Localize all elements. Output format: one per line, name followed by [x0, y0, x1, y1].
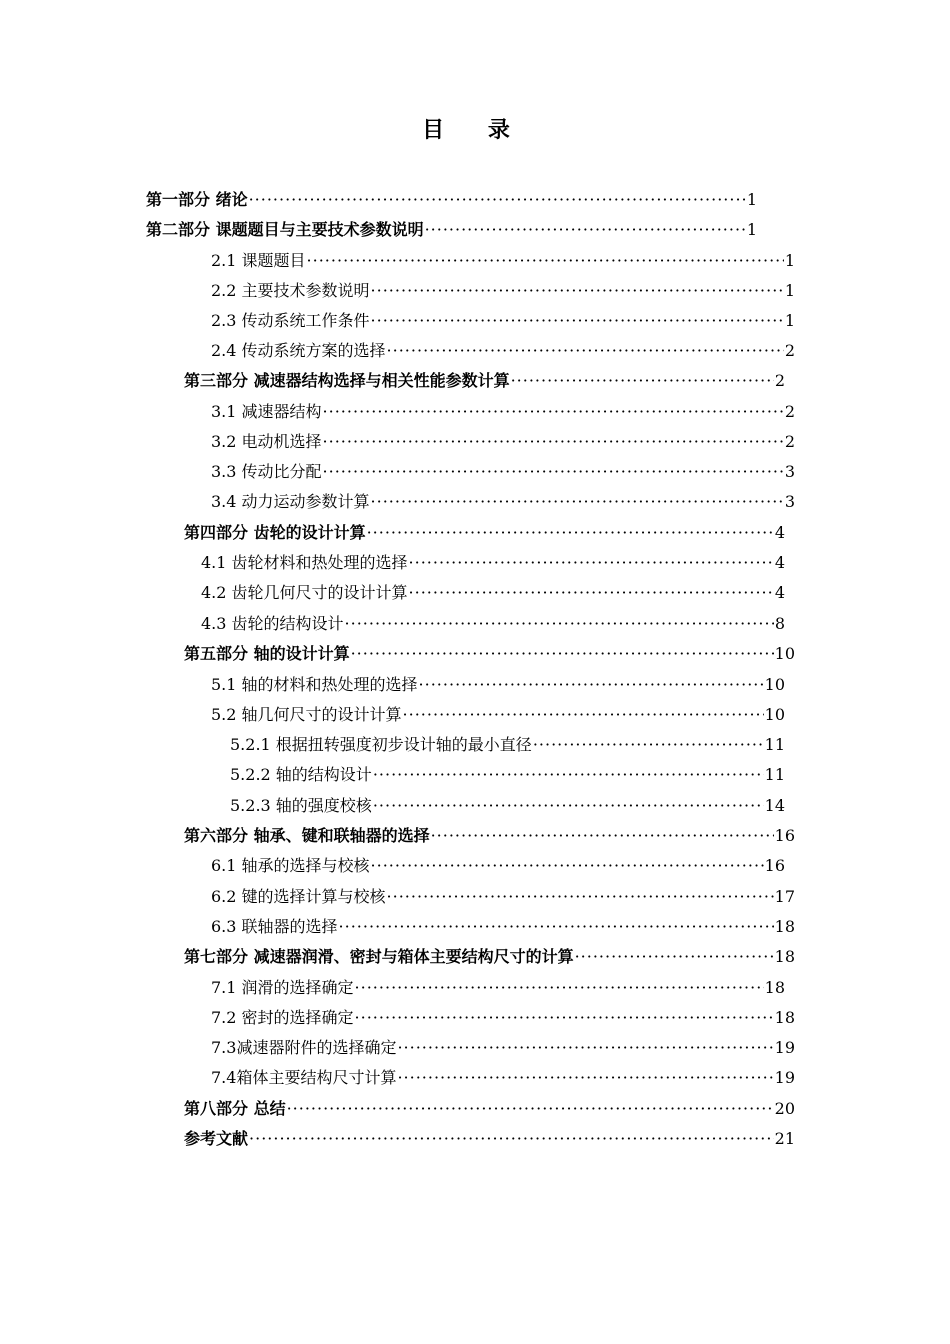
toc-page: 3 — [784, 462, 795, 481]
toc-page: 18 — [774, 947, 795, 966]
toc-page: 16 — [774, 826, 795, 845]
toc-leader — [387, 885, 774, 909]
toc-leader — [409, 581, 774, 605]
toc-entry[interactable] — [211, 400, 795, 424]
toc-page: 11 — [764, 735, 785, 754]
toc-label: 第二部分 课题题目与主要技术参数说明 — [146, 220, 424, 239]
toc-leader — [249, 1127, 774, 1151]
toc-page: 4 — [774, 523, 785, 542]
toc-page: 14 — [764, 796, 785, 815]
toc-label: 5.2.1 根据扭转强度初步设计轴的最小直径 — [230, 735, 532, 754]
toc-entry[interactable] — [211, 339, 795, 363]
toc-label: 6.3 联轴器的选择 — [211, 917, 338, 936]
toc-leader — [373, 763, 764, 787]
toc-leader — [419, 673, 764, 697]
toc-leader — [323, 430, 784, 454]
toc-entry[interactable] — [211, 673, 785, 697]
toc-entry[interactable] — [184, 824, 795, 848]
toc-label: 7.4箱体主要结构尺寸计算 — [211, 1068, 397, 1087]
page-title: 目 录 — [422, 117, 528, 143]
toc-label: 2.4 传动系统方案的选择 — [211, 341, 386, 360]
toc-label: 4.2 齿轮几何尺寸的设计计算 — [201, 583, 408, 602]
toc-entry[interactable] — [211, 430, 795, 454]
toc-label: 2.2 主要技术参数说明 — [211, 281, 370, 300]
toc-entry[interactable] — [184, 369, 785, 393]
toc-leader — [307, 249, 784, 273]
toc-leader — [575, 945, 774, 969]
toc-entry[interactable] — [201, 551, 785, 575]
toc-label: 5.2.3 轴的强度校核 — [230, 796, 372, 815]
toc-label: 6.2 键的选择计算与校核 — [211, 887, 386, 906]
toc-page: 2 — [774, 371, 785, 390]
toc-entry[interactable] — [211, 1036, 795, 1060]
toc-entry[interactable] — [184, 1097, 795, 1121]
toc-label: 6.1 轴承的选择与校核 — [211, 856, 370, 875]
toc-page: 1 — [784, 251, 795, 270]
toc-leader — [371, 854, 764, 878]
toc-leader — [323, 460, 784, 484]
toc-page: 2 — [784, 432, 795, 451]
toc-leader — [367, 521, 774, 545]
toc-page: 1 — [746, 220, 757, 239]
toc-entry[interactable] — [211, 1066, 795, 1090]
toc-label: 第六部分 轴承、键和联轴器的选择 — [184, 826, 430, 845]
toc-leader — [431, 824, 774, 848]
toc-label: 7.3减速器附件的选择确定 — [211, 1038, 397, 1057]
toc-leader — [387, 339, 784, 363]
toc-label: 参考文献 — [184, 1129, 249, 1148]
toc-page: 18 — [764, 978, 785, 997]
toc-page: 17 — [774, 887, 795, 906]
toc-entry[interactable] — [201, 612, 785, 636]
toc-page: 16 — [764, 856, 785, 875]
toc-entry[interactable] — [230, 733, 785, 757]
toc-label: 3.1 减速器结构 — [211, 402, 322, 421]
toc-entry[interactable] — [184, 1127, 795, 1151]
toc-page: 21 — [774, 1129, 795, 1148]
toc-page: 10 — [764, 675, 785, 694]
toc-entry[interactable] — [211, 1006, 795, 1030]
toc-leader — [533, 733, 764, 757]
toc-label: 7.2 密封的选择确定 — [211, 1008, 354, 1027]
toc-label: 5.2 轴几何尺寸的设计计算 — [211, 705, 402, 724]
toc-leader — [249, 188, 746, 212]
toc-entry[interactable] — [184, 521, 785, 545]
toc-page: 20 — [774, 1099, 795, 1118]
toc-entry[interactable] — [211, 976, 785, 1000]
toc-leader — [403, 703, 764, 727]
toc-entry[interactable] — [211, 915, 795, 939]
toc-entry[interactable] — [211, 279, 795, 303]
toc-leader — [355, 1006, 774, 1030]
toc-label: 3.4 动力运动参数计算 — [211, 492, 370, 511]
toc-leader — [355, 976, 764, 1000]
toc-page: 18 — [774, 917, 795, 936]
toc-entry[interactable] — [211, 490, 795, 514]
toc-entry[interactable] — [211, 309, 795, 333]
toc-leader — [397, 1036, 773, 1060]
toc-page: 4 — [774, 553, 785, 572]
toc-entry[interactable] — [184, 642, 795, 666]
toc-entry[interactable] — [184, 945, 795, 969]
toc-label: 第四部分 齿轮的设计计算 — [184, 523, 366, 542]
toc-entry[interactable] — [201, 581, 785, 605]
toc-page: 3 — [784, 492, 795, 511]
toc-label: 2.3 传动系统工作条件 — [211, 311, 370, 330]
toc-label: 4.3 齿轮的结构设计 — [201, 614, 344, 633]
toc-entry[interactable] — [211, 249, 795, 273]
toc-entry[interactable] — [230, 763, 785, 787]
toc-leader — [409, 551, 774, 575]
toc-page: 4 — [774, 583, 785, 602]
toc-entry[interactable] — [211, 854, 785, 878]
toc-label: 7.1 润滑的选择确定 — [211, 978, 354, 997]
toc-leader — [339, 915, 774, 939]
toc-label: 5.2.2 轴的结构设计 — [230, 765, 372, 784]
toc-page: 19 — [774, 1038, 795, 1057]
toc-page: 18 — [774, 1008, 795, 1027]
toc-page: 1 — [784, 311, 795, 330]
toc-entry[interactable] — [146, 188, 757, 212]
toc-label: 3.3 传动比分配 — [211, 462, 322, 481]
toc-label: 2.1 课题题目 — [211, 251, 306, 270]
toc-page: 1 — [784, 281, 795, 300]
toc-page: 2 — [784, 341, 795, 360]
toc-entry[interactable] — [211, 885, 795, 909]
toc-leader — [351, 642, 774, 666]
toc-entry[interactable] — [211, 703, 785, 727]
toc-leader — [511, 369, 774, 393]
toc-leader — [425, 218, 746, 242]
toc-page: 19 — [774, 1068, 795, 1087]
toc-page: 2 — [784, 402, 795, 421]
toc-leader — [371, 309, 784, 333]
toc-entry[interactable] — [146, 218, 757, 242]
toc-entry[interactable] — [211, 460, 795, 484]
toc-leader — [345, 612, 774, 636]
toc-label: 5.1 轴的材料和热处理的选择 — [211, 675, 418, 694]
toc-page: 10 — [774, 644, 795, 663]
toc-page: 1 — [746, 190, 757, 209]
toc-leader — [397, 1066, 773, 1090]
toc-leader — [373, 794, 764, 818]
toc-page: 10 — [764, 705, 785, 724]
toc-label: 第七部分 减速器润滑、密封与箱体主要结构尺寸的计算 — [184, 947, 574, 966]
toc-label: 第五部分 轴的设计计算 — [184, 644, 350, 663]
toc-page: 8 — [774, 614, 785, 633]
toc-page: 11 — [764, 765, 785, 784]
toc-entry[interactable] — [230, 794, 785, 818]
toc-label: 第八部分 总结 — [184, 1099, 286, 1118]
toc-leader — [371, 490, 784, 514]
toc-label: 3.2 电动机选择 — [211, 432, 322, 451]
toc-label: 第三部分 减速器结构选择与相关性能参数计算 — [184, 371, 510, 390]
toc-leader — [371, 279, 784, 303]
toc-leader — [323, 400, 784, 424]
toc-label: 第一部分 绪论 — [146, 190, 248, 209]
toc-leader — [287, 1097, 774, 1121]
toc-label: 4.1 齿轮材料和热处理的选择 — [201, 553, 408, 572]
